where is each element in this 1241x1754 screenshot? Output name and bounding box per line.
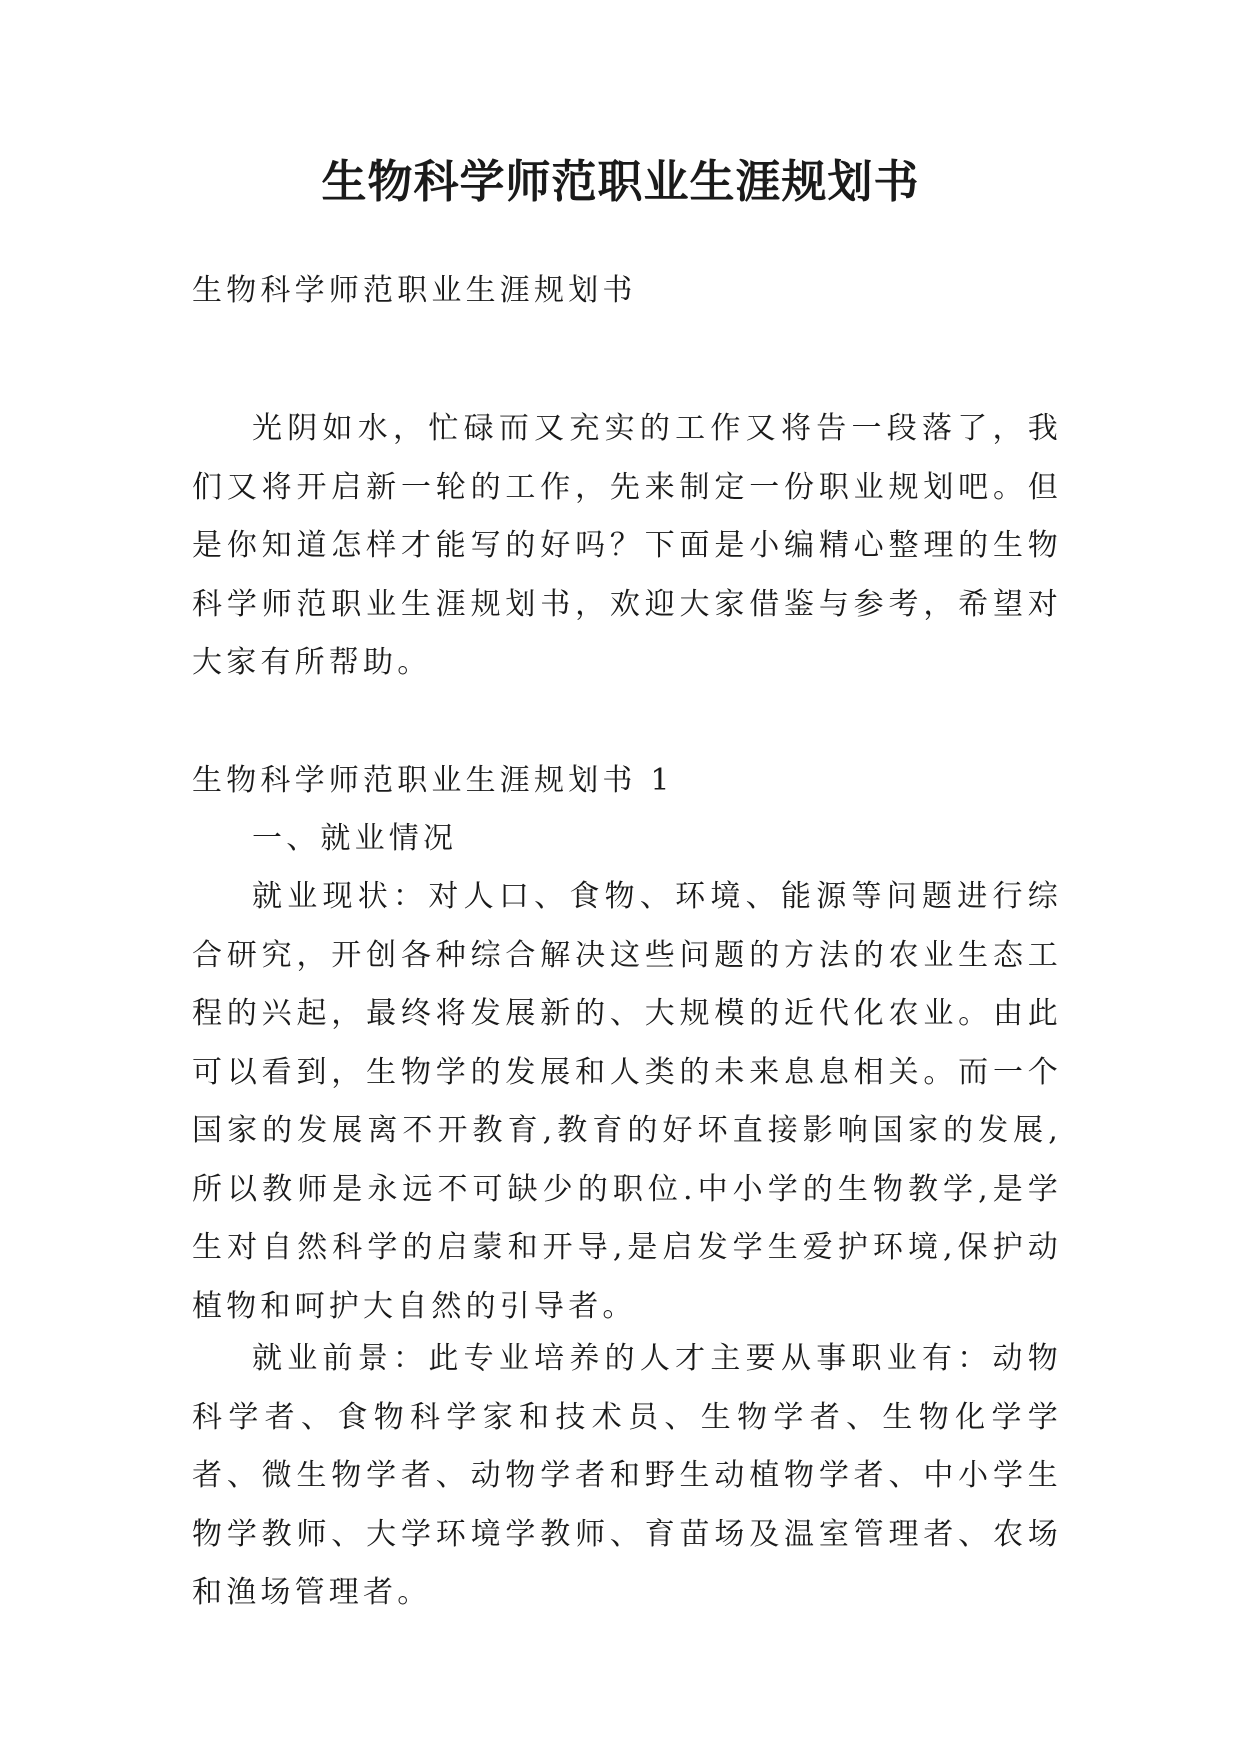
document-subtitle: 生物科学师范职业生涯规划书 bbox=[192, 273, 637, 308]
employment-heading: 一、就业情况 bbox=[252, 821, 458, 856]
document-title: 生物科学师范职业生涯规划书 bbox=[321, 155, 920, 208]
intro-paragraph: 光阴如水，忙碌而又充实的工作又将告一段落了，我们又将开启新一轮的工作，先来制定一份职业规划吧。但是你知道怎样才能写的好吗？下面是小编精心整理的生物科学师范职业生涯规划书，欢迎大家借鉴与参考，希望对大家有所帮助。 bbox=[192, 411, 1062, 680]
employment-outlook-paragraph: 就业前景：此专业培养的人才主要从事职业有：动物科学者、食物科学家和技术员、生物学者、生物化学学者、微生物学者、动物学者和野生动植物学者、中小学生物学教师、大学环境学教师、育苗场及温室管理者、农场和渔场管理者。 bbox=[192, 1341, 1062, 1610]
employment-status-paragraph: 就业现状：对人口、食物、环境、能源等问题进行综合研究，开创各种综合解决这些问题的方法的农业生态工程的兴起，最终将发展新的、大规模的近代化农业。由此可以看到，生物学的发展和人类的未来息息相关。而一个国家的发展离不开教育,教育的好坏直接影响国家的发展,所以教师是永远不可缺少的职位.中小学的生物教学,是学生对自然科学的启蒙和开导,是启发学生爱护环境,保护动植物和呵护大自然的引导者。 bbox=[192, 879, 1062, 1324]
section-heading: 生物科学师范职业生涯规划书 1 bbox=[192, 763, 674, 798]
